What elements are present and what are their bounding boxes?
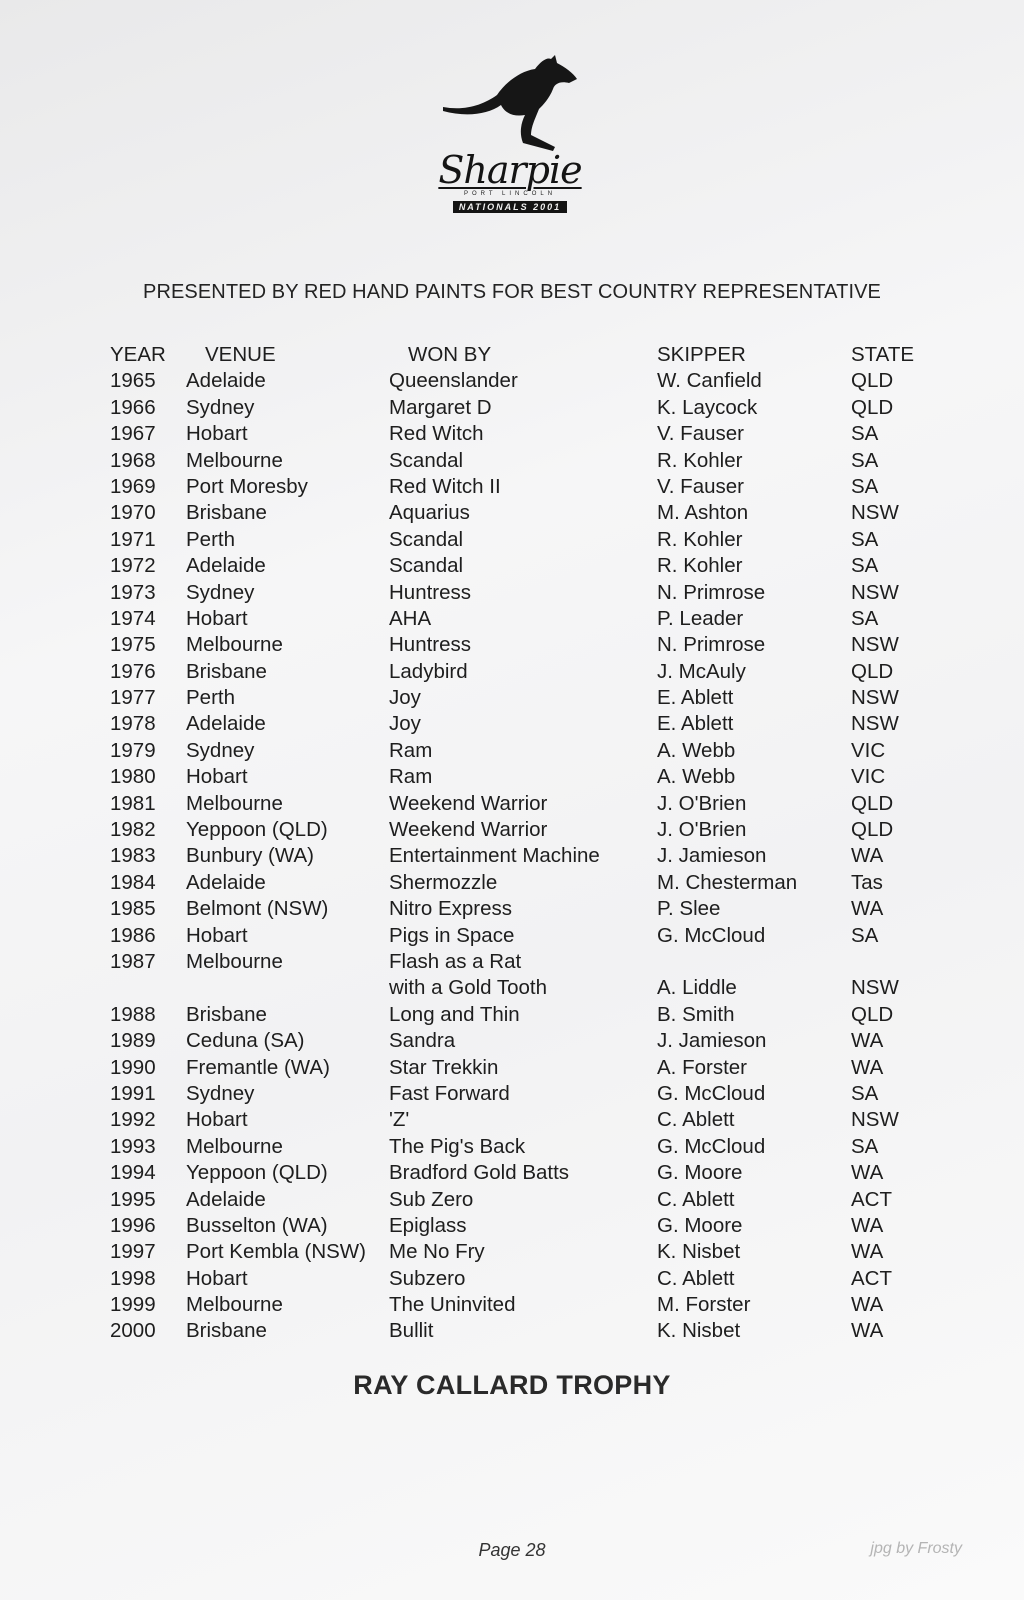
table-row bbox=[0, 527, 1024, 553]
cell-state: Tas bbox=[851, 870, 883, 894]
cell-skipper: J. Jamieson bbox=[657, 844, 767, 868]
cell-year: 1971 bbox=[110, 527, 156, 551]
table-row bbox=[0, 659, 1024, 685]
cell-year: 1991 bbox=[110, 1081, 156, 1105]
cell-state: QLD bbox=[851, 1002, 894, 1026]
table-row bbox=[0, 1213, 1024, 1239]
cell-year: 1978 bbox=[110, 712, 156, 736]
cell-state: WA bbox=[851, 1213, 884, 1237]
cell-year: 1973 bbox=[110, 580, 156, 604]
cell-year: 1970 bbox=[110, 501, 156, 525]
cell-year: 1986 bbox=[110, 923, 156, 947]
cell-won-by: Red Witch bbox=[389, 422, 484, 446]
cell-won-by: Margaret D bbox=[389, 395, 492, 419]
table-row bbox=[0, 711, 1024, 737]
cell-venue: Belmont (NSW) bbox=[186, 897, 329, 921]
cell-state: NSW bbox=[851, 580, 899, 604]
cell-venue: Brisbane bbox=[186, 501, 267, 525]
award-subtitle: PRESENTED BY RED HAND PAINTS FOR BEST COUNTRY REPRESENTATIVE bbox=[143, 281, 881, 303]
cell-year: 1989 bbox=[110, 1029, 156, 1053]
cell-venue: Port Kembla (NSW) bbox=[186, 1240, 366, 1264]
table-body bbox=[0, 368, 1024, 1344]
cell-skipper: P. Leader bbox=[657, 606, 744, 630]
cell-state: QLD bbox=[851, 369, 894, 393]
cell-venue: Sydney bbox=[186, 580, 255, 604]
cell-state: NSW bbox=[851, 633, 899, 657]
cell-year: 2000 bbox=[110, 1319, 156, 1343]
table-row bbox=[0, 949, 1024, 975]
logo-subline: PORT LINCOLN bbox=[463, 191, 557, 197]
cell-won-by: Me No Fry bbox=[389, 1240, 485, 1264]
cell-venue: Brisbane bbox=[186, 1002, 267, 1026]
cell-won-by: The Pig's Back bbox=[389, 1134, 526, 1158]
cell-venue: Melbourne bbox=[186, 448, 283, 472]
cell-state: WA bbox=[851, 1293, 884, 1317]
table-row bbox=[0, 395, 1024, 421]
cell-skipper: A. Webb bbox=[657, 738, 736, 762]
trophy-title: RAY CALLARD TROPHY bbox=[353, 1370, 671, 1400]
cell-skipper: V. Fauser bbox=[657, 474, 744, 498]
table-row bbox=[0, 1081, 1024, 1107]
table-row bbox=[0, 896, 1024, 922]
cell-skipper: R. Kohler bbox=[657, 448, 743, 472]
cell-skipper: C. Ablett bbox=[657, 1187, 735, 1211]
cell-venue: Melbourne bbox=[186, 633, 283, 657]
header-state: STATE bbox=[851, 343, 915, 366]
cell-venue: Adelaide bbox=[186, 712, 266, 736]
cell-year: 1981 bbox=[110, 791, 156, 815]
cell-state: SA bbox=[851, 422, 879, 446]
cell-skipper: E. Ablett bbox=[657, 712, 734, 736]
cell-year: 1968 bbox=[110, 448, 156, 472]
cell-state: NSW bbox=[851, 686, 899, 710]
cell-skipper: G. Moore bbox=[657, 1213, 743, 1237]
cell-venue: Brisbane bbox=[186, 1319, 267, 1343]
cell-won-by: Pigs in Space bbox=[389, 923, 515, 947]
cell-skipper: W. Canfield bbox=[657, 369, 762, 393]
cell-venue: Sydney bbox=[186, 1081, 255, 1105]
table-row bbox=[0, 1266, 1024, 1292]
cell-won-by: Aquarius bbox=[389, 501, 470, 525]
cell-skipper: E. Ablett bbox=[657, 686, 734, 710]
cell-skipper: G. McCloud bbox=[657, 1081, 766, 1105]
cell-year: 1995 bbox=[110, 1187, 156, 1211]
cell-skipper: C. Ablett bbox=[657, 1266, 735, 1290]
table-row bbox=[0, 817, 1024, 843]
cell-skipper: R. Kohler bbox=[657, 554, 743, 578]
table-row bbox=[0, 791, 1024, 817]
table-row bbox=[0, 606, 1024, 632]
cell-skipper: K. Laycock bbox=[657, 395, 758, 419]
cell-state: ACT bbox=[851, 1187, 892, 1211]
cell-skipper: G. Moore bbox=[657, 1161, 743, 1185]
cell-state: VIC bbox=[851, 738, 886, 762]
cell-won-by: Star Trekkin bbox=[389, 1055, 499, 1079]
cell-skipper: A. Liddle bbox=[657, 976, 737, 1000]
cell-won-by: Fast Forward bbox=[389, 1081, 510, 1105]
cell-year: 1965 bbox=[110, 369, 156, 393]
cell-venue: Adelaide bbox=[186, 870, 266, 894]
cell-state: WA bbox=[851, 1319, 884, 1343]
cell-venue: Melbourne bbox=[186, 949, 283, 973]
cell-state: WA bbox=[851, 1055, 884, 1079]
table-row bbox=[0, 553, 1024, 579]
table-row bbox=[0, 1160, 1024, 1186]
cell-venue: Yeppoon (QLD) bbox=[186, 818, 328, 842]
cell-skipper: M. Chesterman bbox=[657, 870, 798, 894]
table-row bbox=[0, 580, 1024, 606]
table-row bbox=[0, 1002, 1024, 1028]
cell-state: WA bbox=[851, 1161, 884, 1185]
cell-state: VIC bbox=[851, 765, 886, 789]
logo-wordmark: Sharpie bbox=[438, 148, 582, 192]
cell-year: 1994 bbox=[110, 1161, 156, 1185]
table-row bbox=[0, 500, 1024, 526]
cell-won-by: Ram bbox=[389, 765, 433, 789]
cell-venue: Adelaide bbox=[186, 369, 266, 393]
cell-skipper: M. Ashton bbox=[657, 501, 749, 525]
cell-won-by: Queenslander bbox=[389, 369, 518, 393]
cell-skipper: N. Primrose bbox=[657, 633, 766, 657]
table-row bbox=[0, 632, 1024, 658]
cell-state: SA bbox=[851, 448, 879, 472]
cell-won-by: Joy bbox=[389, 712, 421, 736]
cell-venue: Melbourne bbox=[186, 1134, 283, 1158]
cell-won-by: Joy bbox=[389, 686, 421, 710]
cell-year: 1987 bbox=[110, 949, 156, 973]
image-credit: jpg by Frosty bbox=[870, 1540, 962, 1557]
table-row bbox=[0, 421, 1024, 447]
cell-won-by: The Uninvited bbox=[389, 1293, 516, 1317]
cell-state: NSW bbox=[851, 501, 899, 525]
cell-skipper: J. Jamieson bbox=[657, 1029, 767, 1053]
cell-won-by: Sandra bbox=[389, 1029, 456, 1053]
cell-skipper: J. O'Brien bbox=[657, 791, 747, 815]
cell-state: SA bbox=[851, 1081, 879, 1105]
cell-skipper: M. Forster bbox=[657, 1293, 751, 1317]
cell-venue: Perth bbox=[186, 527, 235, 551]
cell-won-by: Epiglass bbox=[389, 1213, 467, 1237]
cell-year: 1979 bbox=[110, 738, 156, 762]
cell-state: SA bbox=[851, 474, 879, 498]
cell-venue: Hobart bbox=[186, 765, 248, 789]
cell-year: 1975 bbox=[110, 633, 156, 657]
cell-state: NSW bbox=[851, 976, 899, 1000]
cell-year: 1967 bbox=[110, 422, 156, 446]
cell-won-by: 'Z' bbox=[389, 1108, 410, 1132]
cell-won-by: Entertainment Machine bbox=[389, 844, 600, 868]
cell-won-by: Long and Thin bbox=[389, 1002, 520, 1026]
table-row bbox=[0, 975, 1024, 1001]
cell-skipper: B. Smith bbox=[657, 1002, 735, 1026]
cell-skipper: A. Webb bbox=[657, 765, 736, 789]
cell-venue: Hobart bbox=[186, 1108, 248, 1132]
cell-state: WA bbox=[851, 844, 884, 868]
cell-year: 1972 bbox=[110, 554, 156, 578]
cell-year: 1984 bbox=[110, 870, 156, 894]
cell-year: 1997 bbox=[110, 1240, 156, 1264]
cell-skipper: A. Forster bbox=[657, 1055, 747, 1079]
cell-state: QLD bbox=[851, 791, 894, 815]
cell-won-by: Scandal bbox=[389, 554, 464, 578]
cell-year: 1983 bbox=[110, 844, 156, 868]
cell-won-by: Nitro Express bbox=[389, 897, 513, 921]
cell-year: 1992 bbox=[110, 1108, 156, 1132]
cell-won-by: Shermozzle bbox=[389, 870, 498, 894]
table-row bbox=[0, 368, 1024, 394]
cell-year: 1982 bbox=[110, 818, 156, 842]
cell-won-by: Subzero bbox=[389, 1266, 466, 1290]
table-row bbox=[0, 764, 1024, 790]
cell-venue: Brisbane bbox=[186, 659, 267, 683]
cell-skipper: N. Primrose bbox=[657, 580, 766, 604]
cell-venue: Fremantle (WA) bbox=[186, 1055, 330, 1079]
cell-year: 1974 bbox=[110, 606, 156, 630]
cell-skipper: J. O'Brien bbox=[657, 818, 747, 842]
cell-won-by: Weekend Warrior bbox=[389, 791, 548, 815]
table-row bbox=[0, 1239, 1024, 1265]
table-row bbox=[0, 870, 1024, 896]
cell-state: QLD bbox=[851, 395, 894, 419]
cell-year: 1980 bbox=[110, 765, 156, 789]
cell-state: WA bbox=[851, 1029, 884, 1053]
table-row bbox=[0, 1318, 1024, 1344]
cell-year: 1985 bbox=[110, 897, 156, 921]
cell-state: QLD bbox=[851, 818, 894, 842]
cell-year: 1969 bbox=[110, 474, 156, 498]
cell-year: 1996 bbox=[110, 1213, 156, 1237]
table-header-row bbox=[0, 342, 1024, 368]
cell-venue: Adelaide bbox=[186, 554, 266, 578]
winners-table bbox=[0, 342, 1024, 1345]
cell-venue: Ceduna (SA) bbox=[186, 1029, 305, 1053]
cell-state: QLD bbox=[851, 659, 894, 683]
cell-won-by: Sub Zero bbox=[389, 1187, 474, 1211]
cell-venue: Melbourne bbox=[186, 791, 283, 815]
cell-state: NSW bbox=[851, 1108, 899, 1132]
cell-year: 1966 bbox=[110, 395, 156, 419]
cell-won-by: Ladybird bbox=[389, 659, 468, 683]
cell-venue: Port Moresby bbox=[186, 474, 308, 498]
table-row bbox=[0, 738, 1024, 764]
cell-state: WA bbox=[851, 1240, 884, 1264]
cell-won-by: Huntress bbox=[389, 580, 472, 604]
table-row bbox=[0, 1134, 1024, 1160]
cell-year: 1999 bbox=[110, 1293, 156, 1317]
logo-banner: NATIONALS 2001 bbox=[453, 201, 567, 213]
cell-skipper: G. McCloud bbox=[657, 1134, 766, 1158]
cell-venue: Busselton (WA) bbox=[186, 1213, 328, 1237]
header-venue: VENUE bbox=[205, 343, 276, 366]
cell-state: ACT bbox=[851, 1266, 892, 1290]
cell-year: 1993 bbox=[110, 1134, 156, 1158]
table-row bbox=[0, 1187, 1024, 1213]
cell-won-by: Weekend Warrior bbox=[389, 818, 548, 842]
cell-skipper: R. Kohler bbox=[657, 527, 743, 551]
table-row bbox=[0, 1292, 1024, 1318]
cell-venue: Yeppoon (QLD) bbox=[186, 1161, 328, 1185]
header-won-by: WON BY bbox=[408, 343, 492, 366]
cell-year: 1976 bbox=[110, 659, 156, 683]
cell-venue: Hobart bbox=[186, 422, 248, 446]
cell-venue: Adelaide bbox=[186, 1187, 266, 1211]
table-row bbox=[0, 923, 1024, 949]
cell-state: SA bbox=[851, 527, 879, 551]
table-row bbox=[0, 448, 1024, 474]
cell-venue: Melbourne bbox=[186, 1293, 283, 1317]
cell-won-by: AHA bbox=[389, 606, 432, 630]
cell-venue: Perth bbox=[186, 686, 235, 710]
cell-state: SA bbox=[851, 923, 879, 947]
cell-skipper: K. Nisbet bbox=[657, 1319, 741, 1343]
cell-state: NSW bbox=[851, 712, 899, 736]
cell-won-by: Huntress bbox=[389, 633, 472, 657]
header-skipper: SKIPPER bbox=[657, 343, 746, 366]
table-row bbox=[0, 685, 1024, 711]
cell-venue: Hobart bbox=[186, 1266, 248, 1290]
cell-state: SA bbox=[851, 554, 879, 578]
table-row bbox=[0, 1107, 1024, 1133]
cell-venue: Sydney bbox=[186, 738, 255, 762]
header-year: YEAR bbox=[110, 343, 166, 366]
cell-venue: Hobart bbox=[186, 923, 248, 947]
cell-state: SA bbox=[851, 1134, 879, 1158]
cell-state: SA bbox=[851, 606, 879, 630]
table-row bbox=[0, 1028, 1024, 1054]
cell-venue: Sydney bbox=[186, 395, 255, 419]
page-number: Page 28 bbox=[478, 1540, 546, 1560]
cell-year: 1988 bbox=[110, 1002, 156, 1026]
table-row bbox=[0, 1055, 1024, 1081]
cell-skipper: V. Fauser bbox=[657, 422, 744, 446]
cell-won-by: Bradford Gold Batts bbox=[389, 1161, 570, 1185]
cell-state: WA bbox=[851, 897, 884, 921]
table-row bbox=[0, 843, 1024, 869]
cell-won-by: with a Gold Tooth bbox=[389, 976, 548, 1000]
cell-won-by: Scandal bbox=[389, 448, 464, 472]
sharpie-nationals-logo bbox=[425, 55, 595, 230]
cell-won-by: Bullit bbox=[389, 1319, 434, 1343]
cell-skipper: G. McCloud bbox=[657, 923, 766, 947]
cell-year: 1990 bbox=[110, 1055, 156, 1079]
cell-venue: Bunbury (WA) bbox=[186, 844, 314, 868]
table-row bbox=[0, 474, 1024, 500]
cell-year: 1977 bbox=[110, 686, 156, 710]
cell-won-by: Ram bbox=[389, 738, 433, 762]
cell-venue: Hobart bbox=[186, 606, 248, 630]
cell-skipper: C. Ablett bbox=[657, 1108, 735, 1132]
cell-skipper: K. Nisbet bbox=[657, 1240, 741, 1264]
kangaroo-icon bbox=[435, 55, 585, 155]
cell-skipper: J. McAuly bbox=[657, 659, 746, 683]
cell-won-by: Flash as a Rat bbox=[389, 949, 522, 973]
cell-year: 1998 bbox=[110, 1266, 156, 1290]
cell-won-by: Scandal bbox=[389, 527, 464, 551]
cell-skipper: P. Slee bbox=[657, 897, 721, 921]
cell-won-by: Red Witch II bbox=[389, 474, 501, 498]
